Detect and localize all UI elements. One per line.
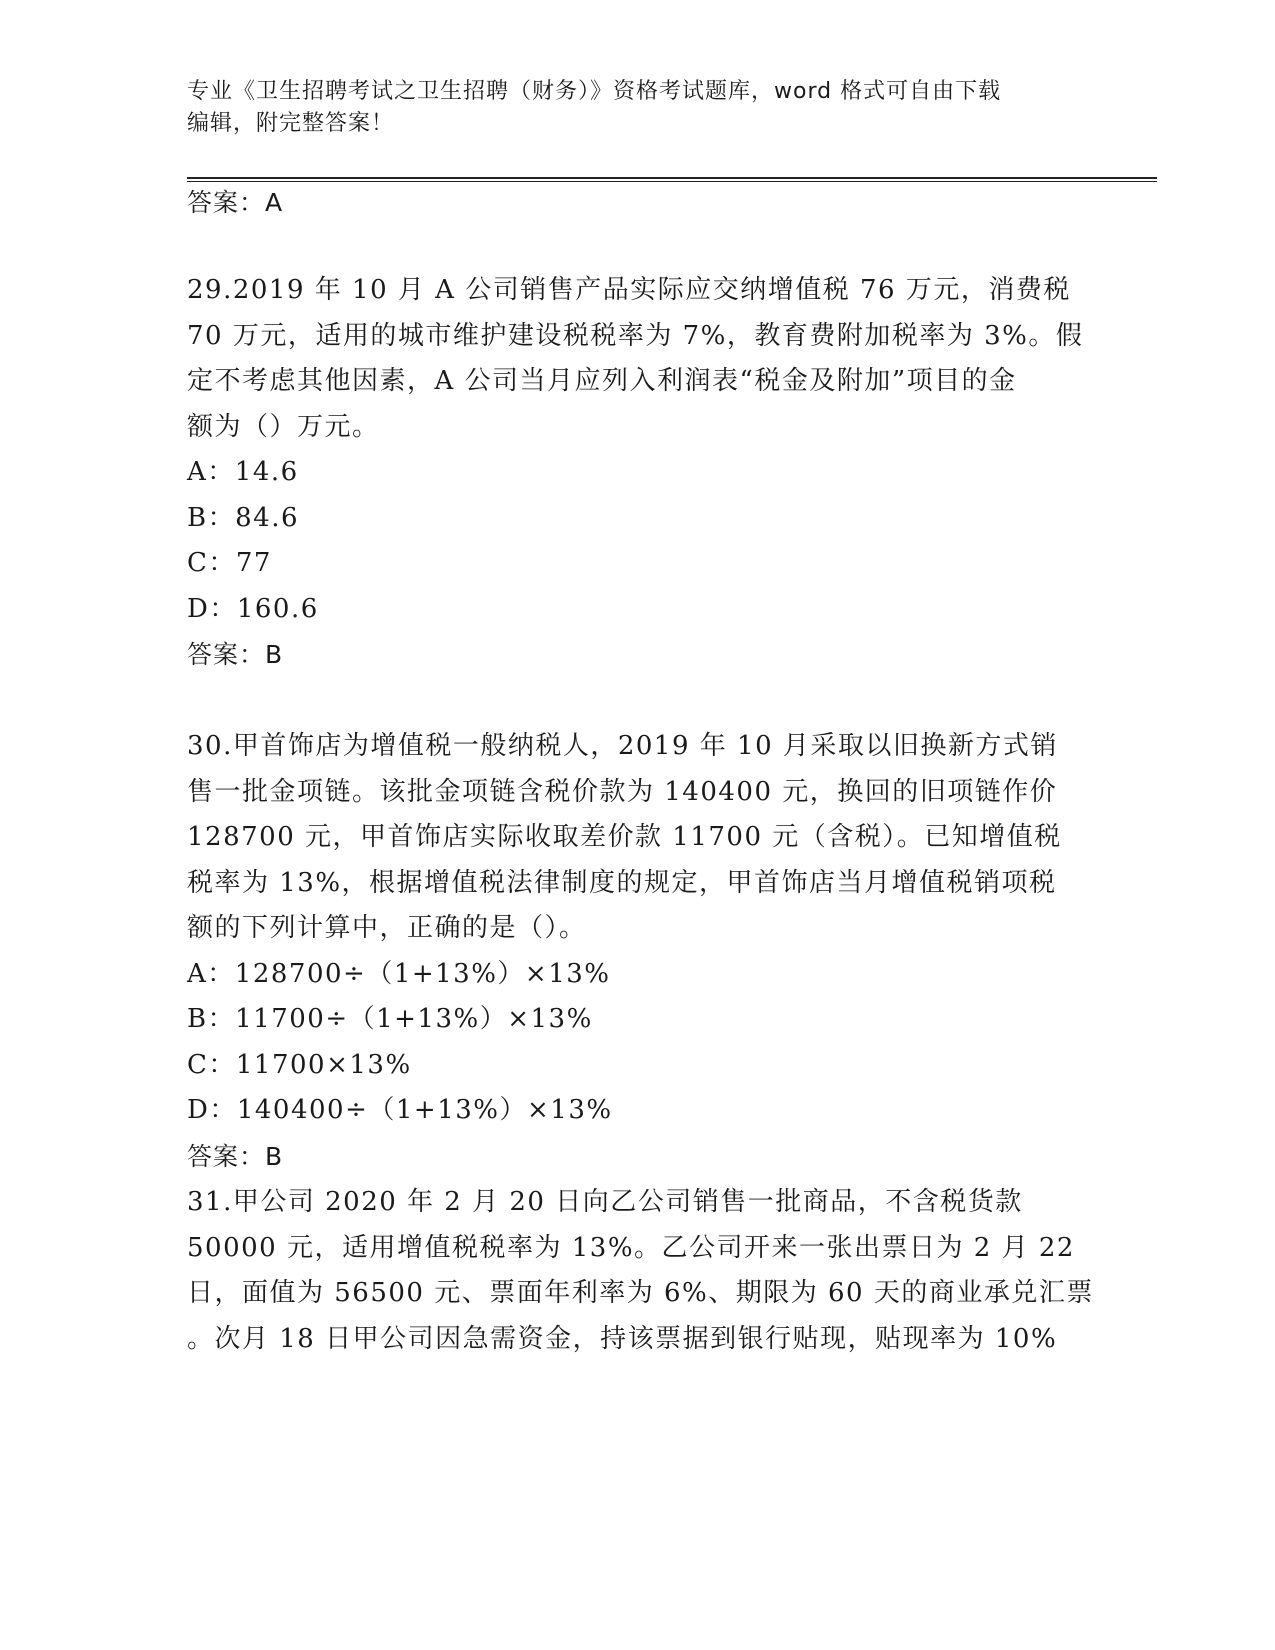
question-30-stem-line: 30.甲首饰店为增值税一般纳税人，2019 年 10 月采取以旧换新方式销 bbox=[187, 731, 1058, 761]
question-31-stem-line: 31.甲公司 2020 年 2 月 20 日向乙公司销售一批商品，不含税货款 bbox=[187, 1187, 1023, 1217]
question-29-option-c: C：77 bbox=[187, 548, 272, 578]
question-31-stem-line: 。次月 18 日甲公司因急需资金，持该票据到银行贴现，贴现率为 10% bbox=[187, 1323, 1058, 1354]
question-30-option-d: D：140400÷（1+13%）×13% bbox=[187, 1095, 613, 1125]
question-30-option-a: A：128700÷（1+13%）×13% bbox=[187, 958, 611, 989]
question-31-stem-line: 50000 元，适用增值税税率为 13%。乙公司开来一张出票日为 2 月 22 bbox=[187, 1232, 1075, 1263]
page-header bbox=[187, 76, 1067, 140]
question-30-stem-line: 额的下列计算中，正确的是（）。 bbox=[187, 913, 587, 943]
question-29-stem-line: 额为（）万元。 bbox=[187, 411, 380, 442]
previous-answer: 答案：A bbox=[187, 188, 284, 217]
question-29-option-d: D：160.6 bbox=[187, 593, 319, 624]
question-29-option-b: B：84.6 bbox=[187, 502, 299, 533]
question-30-option-b: B：11700÷（1+13%）×13% bbox=[187, 1004, 593, 1034]
question-29-stem-line: 29.2019 年 10 月 A 公司销售产品实际应交纳增值税 76 万元，消费税 bbox=[187, 275, 1071, 305]
question-30-option-c: C：11700×13% bbox=[187, 1049, 412, 1080]
question-31-stem-line: 日，面值为 56500 元、票面年利率为 6%、期限为 60 天的商业承兑汇票 bbox=[187, 1278, 1094, 1308]
question-30-stem-line: 税率为 13%，根据增值税法律制度的规定，甲首饰店当月增值税销项税 bbox=[187, 867, 1057, 898]
question-29-answer: 答案：B bbox=[187, 640, 284, 669]
header-line-1: 专业《卫生招聘考试之卫生招聘（财务）》资格考试题库，word 格式可自由下载 bbox=[187, 79, 1002, 104]
question-29 bbox=[187, 268, 1087, 678]
question-29-option-a: A：14.6 bbox=[187, 457, 299, 487]
question-30-stem-line: 128700 元，甲首饰店实际收取差价款 11700 元（含税）。已知增值税 bbox=[187, 822, 1062, 852]
question-30-answer: 答案：B bbox=[187, 1141, 284, 1171]
question-29-stem-line: 定不考虑其他因素，A 公司当月应列入利润表“税金及附加”项目的金 bbox=[187, 366, 1017, 396]
question-30-stem-line: 售一批金项链。该批金项链含税价款为 140400 元，换回的旧项链作价 bbox=[187, 776, 1058, 807]
header-line-2: 编辑，附完整答案！ bbox=[187, 111, 395, 136]
question-30 bbox=[187, 724, 1087, 1179]
question-31 bbox=[187, 1180, 1094, 1362]
question-29-stem-line: 70 万元，适用的城市维护建设税税率为 7%，教育费附加税率为 3%。假 bbox=[187, 320, 1084, 351]
